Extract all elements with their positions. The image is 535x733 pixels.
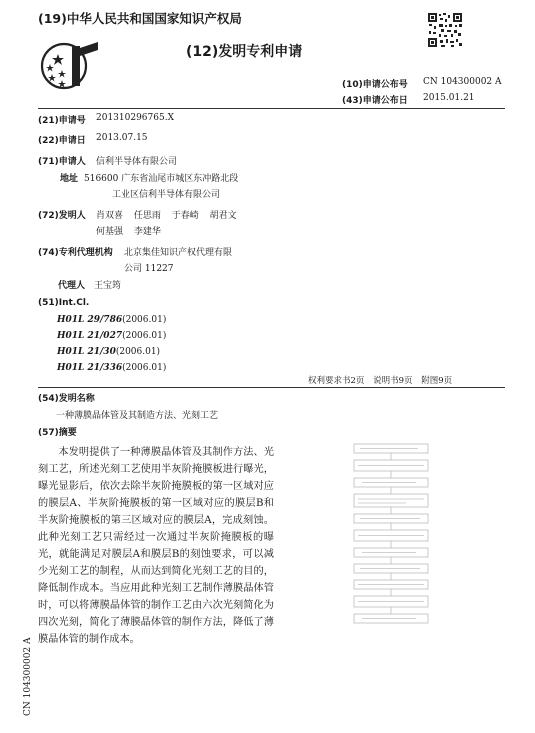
abstract-label: (57)摘要 (38, 428, 77, 438)
ipc-code: H01L 21/30 (57, 347, 116, 357)
publication-number: CN 104300002 A (423, 77, 502, 87)
application-number: 201310296765.X (96, 113, 174, 123)
application-date-label: (22)申请日 (38, 136, 86, 146)
invention-title-label: (54)发明名称 (38, 394, 95, 404)
applicant: 信利半导体有限公司 (96, 157, 178, 167)
agency-line-2: 公司 11227 (124, 264, 174, 274)
bibliography-rule (38, 387, 505, 388)
header-rule (38, 108, 505, 109)
agent: 王宝筠 (94, 281, 122, 291)
invention-title: 一种薄膜晶体管及其制造方法、光刻工艺 (56, 411, 219, 421)
application-number-label: (21)申请号 (38, 116, 86, 126)
address-line-2: 工业区信利半导体有限公司 (112, 190, 221, 200)
ipc-version: (2006.01) (115, 347, 161, 357)
pages-info: 权利要求书2页 说明书9页 附图9页 (308, 376, 453, 386)
agent-label: 代理人 (58, 281, 86, 291)
ipc-code: H01L 21/027 (57, 331, 123, 341)
agency-line-1: 北京集佳知识产权代理有限 (124, 248, 233, 258)
document-kind: (12)发明专利申请 (186, 44, 303, 60)
agency-label: (74)专利代理机构 (38, 248, 113, 258)
inventors-line-1: 肖双喜 任思雨 于春崎 胡君文 (96, 211, 237, 221)
inventor-label: (72)发明人 (38, 211, 86, 221)
ipc-class-4 (57, 363, 166, 373)
cnipa-emblem-icon (40, 40, 102, 92)
side-publication-number: CN 104300002 A (23, 637, 33, 716)
int-cl-label: (51)Int.Cl. (38, 298, 90, 308)
abstract-flowchart-figure (346, 440, 436, 630)
ipc-code: H01L 29/786 (57, 315, 123, 325)
ipc-version: (2006.01) (122, 363, 167, 373)
ipc-version: (2006.01) (122, 315, 167, 325)
address-label: 地址 (60, 174, 79, 184)
publication-date: 2015.01.21 (423, 93, 475, 103)
qr-code-icon (427, 12, 463, 48)
inventors-line-2: 何基强 李建华 (96, 227, 161, 237)
office-name: (19)中华人民共和国国家知识产权局 (38, 11, 242, 26)
address-line-1: 516600 广东省汕尾市城区东冲路北段 (84, 174, 239, 184)
ipc-class-3 (57, 347, 160, 357)
ipc-class-1 (57, 315, 166, 325)
ipc-class-2 (57, 331, 166, 341)
publication-number-label: (10)申请公布号 (342, 80, 408, 90)
application-date: 2013.07.15 (96, 133, 148, 143)
ipc-version: (2006.01) (122, 331, 167, 341)
publication-date-label: (43)申请公布日 (342, 96, 408, 106)
ipc-code: H01L 21/336 (57, 363, 123, 373)
applicant-label: (71)申请人 (38, 157, 86, 167)
abstract-text: 本发明提供了一种薄膜晶体管及其制作方法、光刻工艺，所述光刻工艺使用半灰阶掩膜板进行曝光，曝光显影后，依次去除半灰阶掩膜板的第一区域对应的膜层A、半灰阶掩膜板的第一区域对应的膜层B和半灰阶掩膜板的第三区域对应的膜层A，完成刻蚀。此种光刻工艺只需经过一次通过半灰阶掩膜板的曝光，就能满足对膜层A和膜层B的刻蚀要求，可以减少光刻工艺的制程，从而达到简化光刻工艺的目的，降低制作成本。当应用此种光刻工艺制作薄膜晶体管时，可以将薄膜晶体管的制作工艺由六次光刻简化为四次光刻，简化了薄膜晶体管的制作方法，降低了薄膜晶体管的制作成本。 (38, 447, 274, 645)
